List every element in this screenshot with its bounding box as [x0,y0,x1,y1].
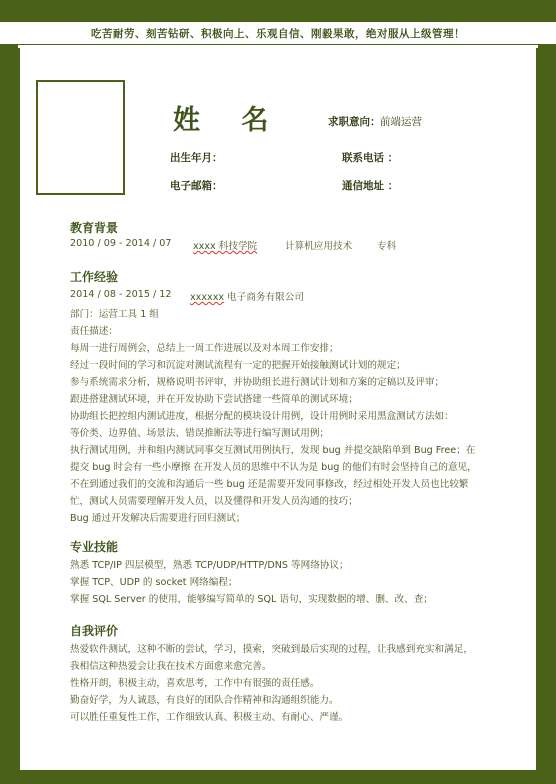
work-line: 提交 bug 时会有一些小摩擦 在开发人员的思维中不认为是 bug 的他们有时会坚持自己的意见， [70,462,477,473]
work-title: 工作经验 [70,270,119,284]
work-line: 等价类、边界值、场景法、错误推断法等进行编写测试用例； [70,428,330,439]
work-line: 参与系统需求分析，规格说明书评审，并协助组长进行测试计划和方案的定稿以及评审； [70,377,445,388]
job-intent-label: 求职意向： [328,116,381,128]
education-title: 教育背景 [70,221,119,235]
banner-notch-left [0,44,18,48]
education-major: 计算机应用技术 [285,241,353,252]
education-period: 2010 / 09 - 2014 / 07 [70,238,172,249]
address-label: 通信地址 ： [342,180,399,192]
school-mark: xxxx 科技学院 [193,241,258,252]
skill-line: 掌握 TCP、UDP 的 socket 网络编程； [70,577,238,588]
work-period: 2014 / 08 - 2015 / 12 [70,289,172,300]
skill-line: 掌握 SQL Server 的使用，能够编写简单的 SQL 语句，实现数据的增、删、改、查； [70,594,433,605]
email-label: 电子邮箱： [170,180,223,192]
birth-label: 出生年月： [170,152,223,164]
work-line: 经过一段时间的学习和沉淀对测试流程有一定的把握开始接触测试计划的规定； [70,360,406,371]
work-line: 跟进搭建测试环境，并在开发协助下尝试搭建一些简单的测试环境； [70,394,358,405]
phone-label: 联系电话 ： [342,152,399,164]
skills-title: 专业技能 [70,540,119,554]
education-degree: 专科 [377,241,397,252]
self-eval-line: 性格开朗，积极主动，喜欢思考，工作中有很强的责任感。 [70,678,320,689]
work-line: 忙，测试人员需要理解开发人员，以及懂得和开发人员沟通的技巧； [70,496,358,507]
work-line: 协助组长把控组内测试进度，根据分配的模块设计用例，设计用例时采用黑盒测试方法如： [70,411,454,422]
job-intent-value: 前端运营 [380,116,422,128]
company-name: 电子商务有限公司 [227,292,304,303]
work-line: Bug 通过开发解决后需要进行回归测试； [70,513,246,524]
education-school [193,238,257,252]
work-line: 每周一进行周例会，总结上一周工作进展以及对本周工作安排； [70,343,339,354]
photo-placeholder [36,80,125,195]
motto-text: 吃苦耐劳、刻苦钻研、积极向上、乐观自信、刚毅果敢，绝对服从上级管理！ [91,28,465,40]
work-company [190,289,304,303]
work-line: 不在到通过我们的交流和沟通后一些 bug 还是需要开发同事修改，经过相处开发人员也比较繁 [70,479,469,490]
work-line: 执行测试用例，并和组内测试同事交互测试用例执行，发现 bug 并提交缺陷单到 Bug Free；在 [70,445,476,456]
work-dept: 部门：运营工具 1 组 [70,309,159,320]
self-eval-title: 自我评价 [70,624,119,638]
self-eval-line: 我相信这种热爱会让我在技术方面愈来愈完善。 [70,661,272,672]
self-eval-line: 热爱软件测试，这种不断的尝试，学习，摸索，突破到最后实现的过程，让我感到充实和满足， [70,644,473,655]
self-eval-line: 勤奋好学，为人诚恳，有良好的团队合作精神和沟通组织能力。 [70,695,339,706]
company-mark: xxxxxx [190,292,225,303]
skill-line: 熟悉 TCP/IP 四层模型，熟悉 TCP/UDP/HTTP/DNS 等网络协议； [70,560,349,571]
work-duty-label: 责任描述： [70,326,118,337]
candidate-name: 姓 名 [173,105,285,136]
banner-divider [0,44,556,45]
self-eval-line: 可以胜任重复性工作，工作细致认真、积极主动、有耐心、严谨。 [70,712,349,723]
banner-notch-right [538,44,556,48]
